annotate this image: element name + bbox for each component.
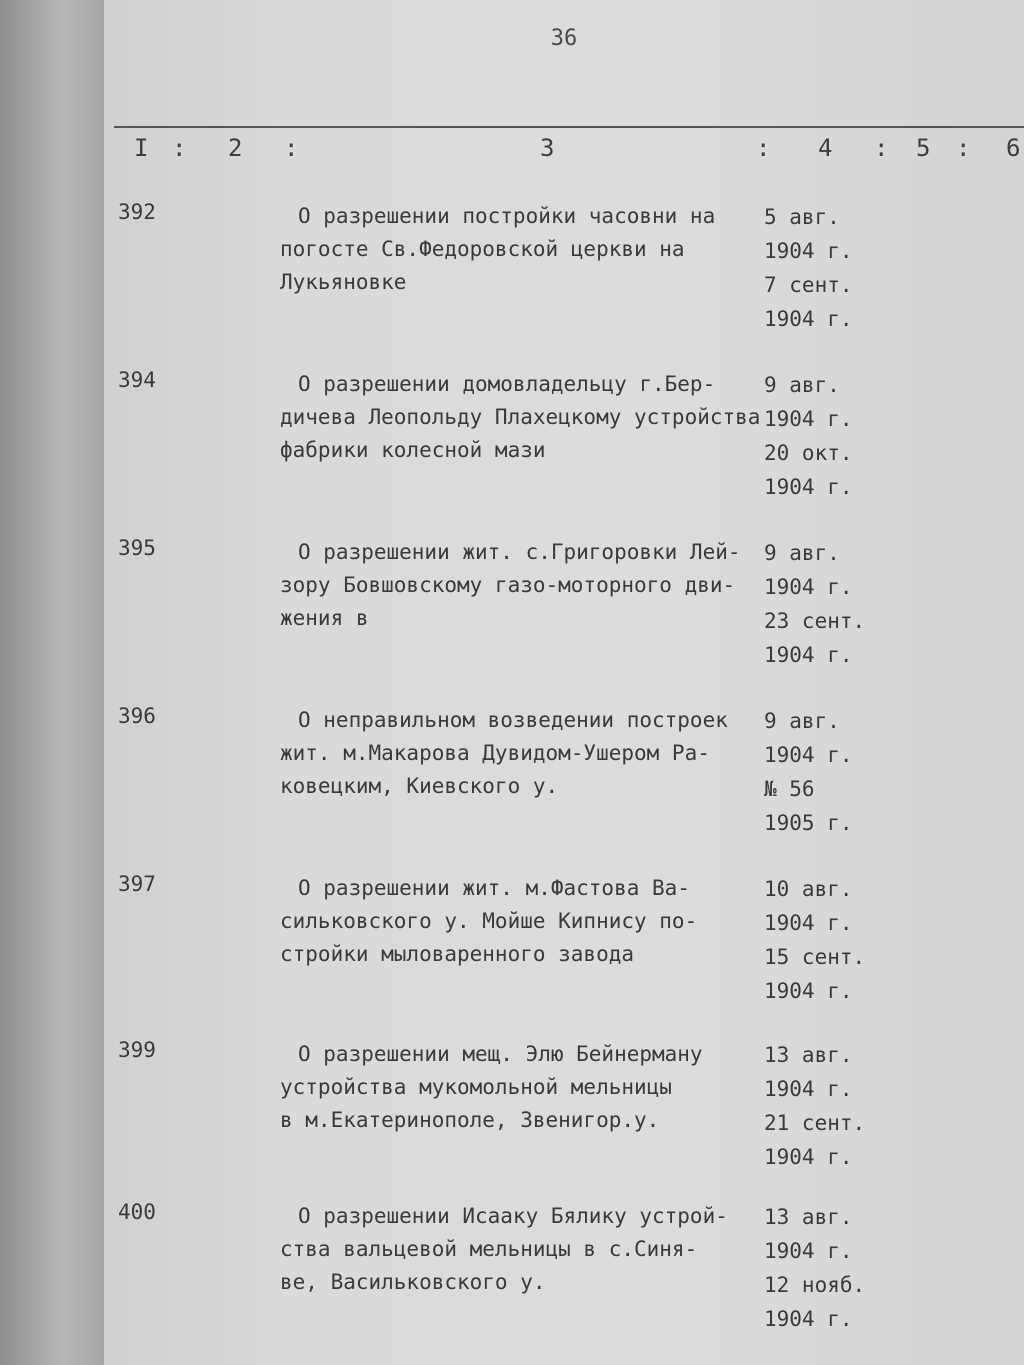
entry-description xyxy=(280,1200,728,1299)
register-entry xyxy=(104,536,1024,686)
date-line: 9 авг. xyxy=(764,541,840,565)
date-line: 21 сент. xyxy=(764,1111,866,1135)
date-line: 1904 г. xyxy=(764,643,853,667)
date-line: 23 сент. xyxy=(764,609,866,633)
description-line: зору Бовшовскому газо-моторного дви- xyxy=(280,573,736,597)
description-line: устройства мукомольной мельницы xyxy=(280,1075,672,1099)
description-line: О разрешении мещ. Элю Бейнерману xyxy=(298,1042,703,1066)
book-binding-edge xyxy=(0,0,112,1365)
column-separator: : xyxy=(756,134,771,162)
date-line: 13 авг. xyxy=(764,1205,853,1229)
register-entry xyxy=(104,368,1024,518)
date-line: 1904 г. xyxy=(764,1307,853,1331)
header-rule xyxy=(114,126,1024,128)
description-line: дичева Леопольду Плахецкому устройства xyxy=(280,405,761,429)
entry-number: 399 xyxy=(118,1038,156,1062)
entry-description xyxy=(280,704,728,803)
entry-description xyxy=(280,200,715,299)
description-line: ве, Васильковского у. xyxy=(280,1270,546,1294)
entry-number: 397 xyxy=(118,872,156,896)
date-line: 12 нояб. xyxy=(764,1273,866,1297)
description-line: ства вальцевой мельницы в с.Синя- xyxy=(280,1237,698,1261)
description-line: жит. м.Макарова Дувидом-Ушером Ра- xyxy=(280,741,710,765)
date-line: 1904 г. xyxy=(764,1077,853,1101)
description-line: Лукьяновке xyxy=(280,270,407,294)
description-line: ковецким, Киевского у. xyxy=(280,774,559,798)
column-header-6: 6 xyxy=(1006,134,1021,162)
page-number: 36 xyxy=(550,26,578,51)
entry-dates xyxy=(764,368,853,504)
date-line: 1904 г. xyxy=(764,575,853,599)
date-line: 5 авг. xyxy=(764,205,840,229)
register-entry xyxy=(104,1200,1024,1350)
entry-dates xyxy=(764,1200,865,1336)
date-line: 1904 г. xyxy=(764,743,853,767)
description-line: в м.Екатеринополе, Звенигор.у. xyxy=(280,1108,660,1132)
register-entry xyxy=(104,704,1024,854)
column-header-3: 3 xyxy=(540,134,555,162)
description-line: стройки мыловаренного завода xyxy=(280,942,635,966)
column-separator: : xyxy=(874,134,889,162)
entry-dates xyxy=(764,1038,865,1174)
entry-description xyxy=(280,536,741,635)
date-line: 1904 г. xyxy=(764,1145,853,1169)
column-header-row xyxy=(104,134,1024,174)
description-line: жения в xyxy=(280,606,369,630)
entry-number: 392 xyxy=(118,200,156,224)
register-entry xyxy=(104,872,1024,1022)
description-line: О разрешении жит. с.Григоровки Лей- xyxy=(298,540,741,564)
date-line: 10 авг. xyxy=(764,877,853,901)
description-line: О разрешении постройки часовни на xyxy=(298,204,716,228)
description-line: О разрешении домовладельцу г.Бер- xyxy=(298,372,716,396)
entry-description xyxy=(280,872,697,971)
date-line: 1904 г. xyxy=(764,1239,853,1263)
description-line: фабрики колесной мази xyxy=(280,438,546,462)
entry-number: 396 xyxy=(118,704,156,728)
entry-dates xyxy=(764,536,865,672)
entry-dates xyxy=(764,704,853,840)
entry-number: 395 xyxy=(118,536,156,560)
date-line: № 56 xyxy=(764,777,815,801)
description-line: погосте Св.Федоровской церкви на xyxy=(280,237,685,261)
document-page xyxy=(104,0,1024,1365)
description-line: сильковского у. Мойше Кипнису по- xyxy=(280,909,698,933)
column-header-4: 4 xyxy=(818,134,833,162)
date-line: 1904 г. xyxy=(764,475,853,499)
date-line: 1904 г. xyxy=(764,407,853,431)
date-line: 1904 г. xyxy=(764,911,853,935)
column-separator: : xyxy=(284,134,299,162)
date-line: 1904 г. xyxy=(764,307,853,331)
description-line: О неправильном возведении построек xyxy=(298,708,728,732)
date-line: 13 авг. xyxy=(764,1043,853,1067)
date-line: 9 авг. xyxy=(764,709,840,733)
column-header-1: I xyxy=(134,134,149,162)
column-header-5: 5 xyxy=(916,134,931,162)
description-line: О разрешении жит. м.Фастова Ва- xyxy=(298,876,690,900)
date-line: 20 окт. xyxy=(764,441,853,465)
entry-number: 394 xyxy=(118,368,156,392)
column-separator: : xyxy=(172,134,187,162)
entry-dates xyxy=(764,200,853,336)
register-entry xyxy=(104,200,1024,350)
description-line: О разрешении Исааку Бялику устрой- xyxy=(298,1204,728,1228)
date-line: 1905 г. xyxy=(764,811,853,835)
entry-number: 400 xyxy=(118,1200,156,1224)
date-line: 15 сент. xyxy=(764,945,866,969)
date-line: 1904 г. xyxy=(764,979,853,1003)
register-entry xyxy=(104,1038,1024,1188)
date-line: 7 сент. xyxy=(764,273,853,297)
entry-description xyxy=(280,368,760,467)
entry-description xyxy=(280,1038,703,1137)
entry-dates xyxy=(764,872,865,1008)
date-line: 1904 г. xyxy=(764,239,853,263)
column-header-2: 2 xyxy=(228,134,243,162)
date-line: 9 авг. xyxy=(764,373,840,397)
column-separator: : xyxy=(956,134,971,162)
